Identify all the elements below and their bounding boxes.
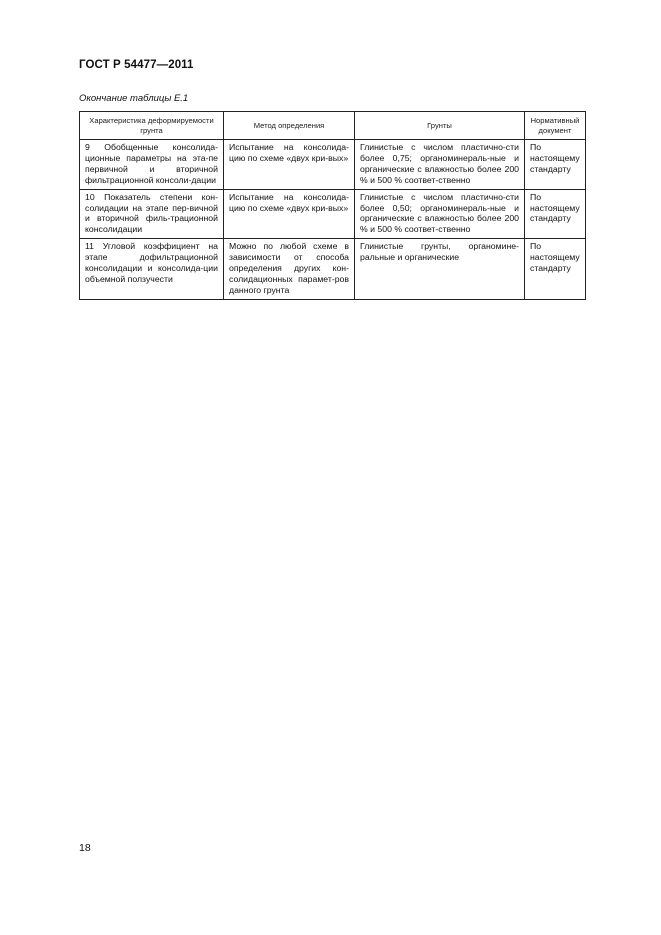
table-caption: Окончание таблицы Е.1 — [79, 93, 189, 104]
soil-deformability-table — [79, 111, 586, 300]
table-header-row — [80, 112, 586, 140]
cell-document: По настоящему стандарту — [525, 189, 586, 239]
cell-characteristic: 9 Обобщенные консолида-ционные параметры на эта-пе первичной и вторичной фильтрационной консоли-дации — [80, 140, 224, 190]
page-number: 18 — [79, 842, 91, 854]
document-header: ГОСТ Р 54477—2011 — [79, 59, 194, 71]
cell-method: Испытание на консолида-цию по схеме «двух кри-вых» — [224, 189, 355, 239]
cell-method: Можно по любой схеме в зависимости от способа определения других кон-солидационных парамет-ров данного грунта — [224, 239, 355, 300]
cell-characteristic: 11 Угловой коэффициент на этапе дофильтрационной консолидации и консолида-ции объемной ползучести — [80, 239, 224, 300]
cell-soils: Глинистые с числом пластично-сти более 0,50; органоминераль-ные и органические с влажностью более 200 % и 500 % соответ-ственно — [355, 189, 525, 239]
column-header-document: Нормативный документ — [525, 112, 586, 140]
table-row — [80, 239, 586, 300]
cell-soils: Глинистые грунты, органомине-ральные и органические — [355, 239, 525, 300]
cell-method: Испытание на консолида-цию по схеме «двух кри-вых» — [224, 140, 355, 190]
column-header-method: Метод определения — [224, 112, 355, 140]
cell-soils: Глинистые с числом пластично-сти более 0,75; органоминераль-ные и органические с влажностью более 200 % и 500 % соответ-ственно — [355, 140, 525, 190]
table-row — [80, 189, 586, 239]
column-header-soils: Грунты — [355, 112, 525, 140]
cell-document: По настоящему стандарту — [525, 140, 586, 190]
table-row — [80, 140, 586, 190]
column-header-characteristic: Характеристика деформируемости грунта — [80, 112, 224, 140]
cell-characteristic: 10 Показатель степени кон-солидации на этапе пер-вичной и вторичной филь-трационной консолидации — [80, 189, 224, 239]
cell-document: По настоящему стандарту — [525, 239, 586, 300]
